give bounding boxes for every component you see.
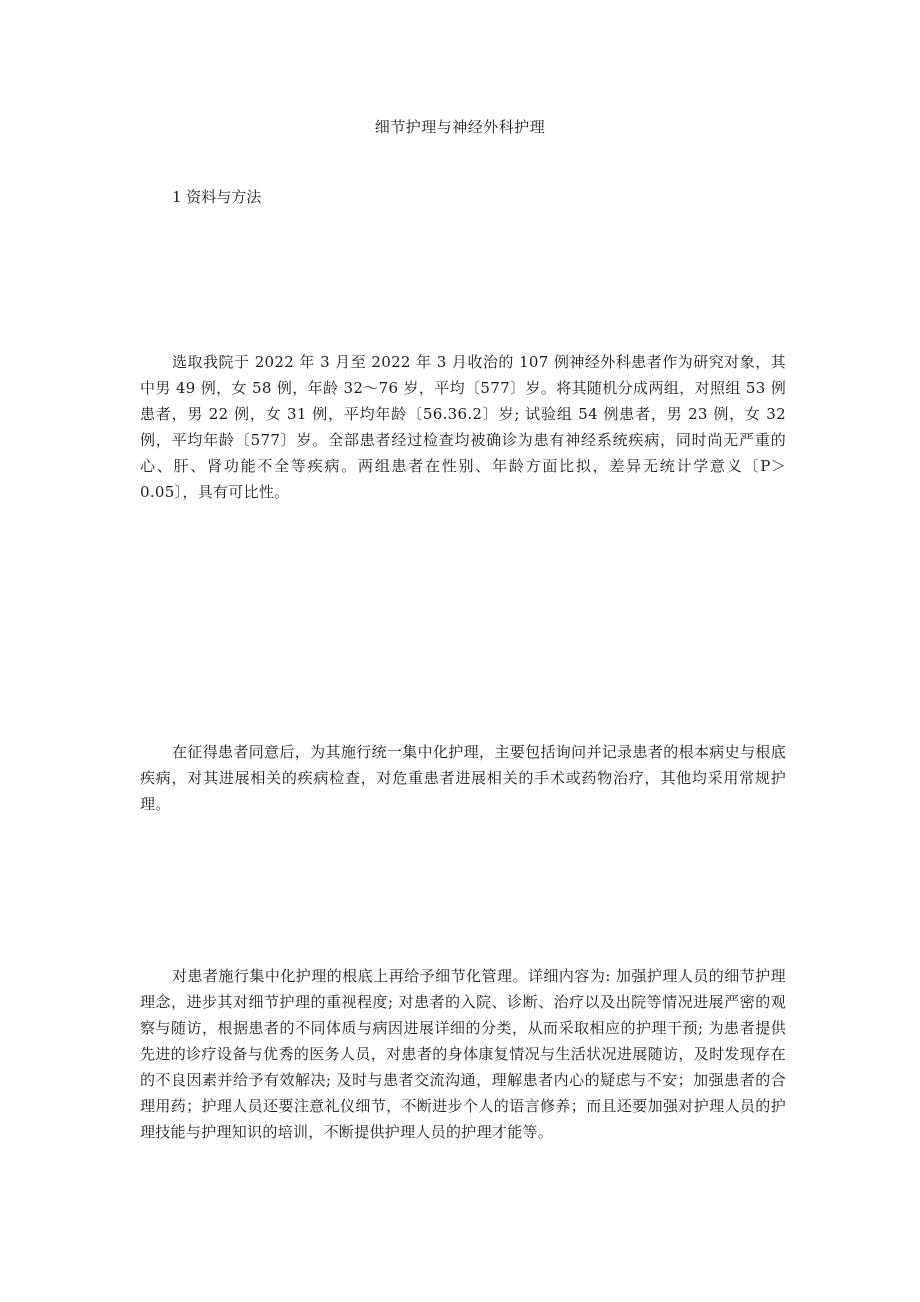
document-title: 细节护理与神经外科护理 [374,118,546,136]
section-heading: 1 资料与方法 [172,188,262,206]
paragraph-detailed-care: 对患者施行集中化护理的根底上再给予细节化管理。详细内容为: 加强护理人员的细节护理理念，进步其对细节护理的重视程度; 对患者的入院、诊断、治疗以及出院等情况进展严密的观察与随访，根据患者的不同体质与病因进展详细的分类，从而采取相应的护理干预; 为患者提供先进的诊疗设备与优秀的医务人员，对患者的身体康复情况与生活状况进展随访，及时发现存在的不良因素并给予有效解决; 及时与患者交流沟通，理解患者内心的疑虑与不安；加强患者的合理用药；护理人员还要注意礼仪细节，不断进步个人的语言修养；而且还要加强对护理人员的护理技能与护理知识的培训，不断提供护理人员的护理才能等。 [140,967,786,1141]
paragraph-control-group-care: 在征得患者同意后，为其施行统一集中化护理，主要包括询问并记录患者的根本病史与根底疾病，对其进展相关的疾病检查，对危重患者进展相关的手术或药物治疗，其他均采用常规护理。 [140,743,786,813]
paragraph-subjects: 选取我院于 2022 年 3 月至 2022 年 3 月收治的 107 例神经外科患者作为研究对象，其中男 49 例，女 58 例，年龄 32～76 岁，平均〔577〕岁。将其随机分成两组，对照组 53 例患者，男 22 例，女 31 例，平均年龄〔56.36.2〕岁; 试验组 54 例患者，男 23 例，女 32 例，平均年龄〔577〕岁。全部患者经过检查均被确诊为患有神经系统疾病，同时尚无严重的心、肝、肾功能不全等疾病。两组患者在性别、年龄方面比拟，差异无统计学意义〔P＞0.05〕，具有可比性。 [140,353,786,501]
